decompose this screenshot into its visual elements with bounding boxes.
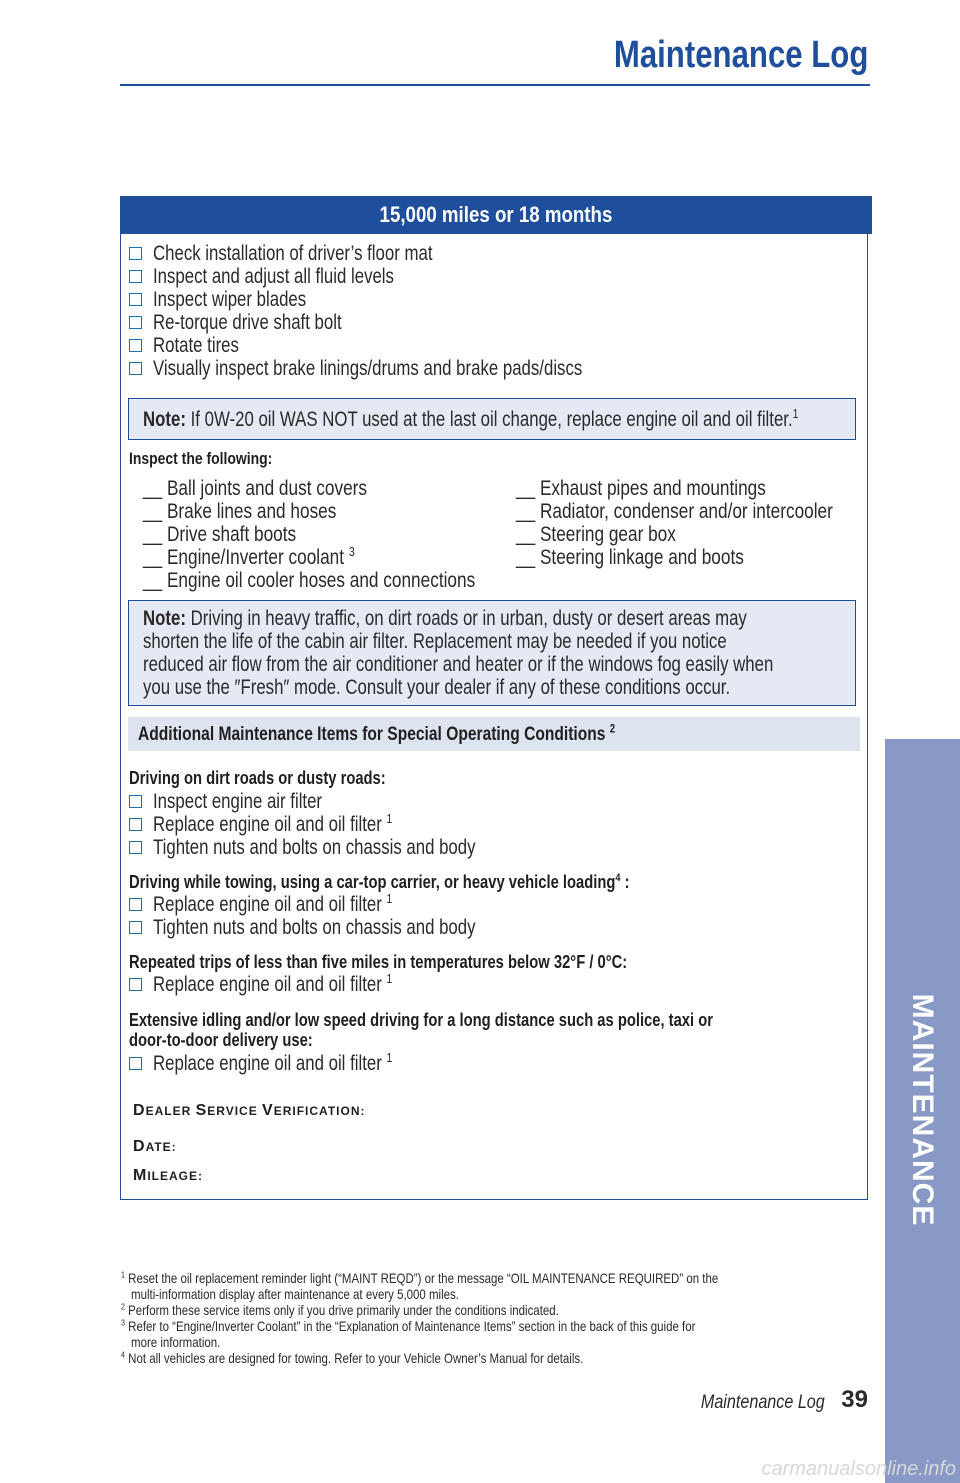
special-conditions-bar: Additional Maintenance Items for Special Operating Conditions $^2$: [128, 717, 860, 751]
checkbox-icon[interactable]: [129, 270, 142, 283]
watermark: carmanualsonline.info: [761, 1458, 956, 1480]
header-rule: [120, 84, 870, 86]
checkbox-icon[interactable]: [129, 898, 142, 911]
inspect-item: __ Engine oil cooler hoses and connections: [143, 569, 476, 592]
inspect-heading: Inspect the following:: [129, 449, 273, 468]
inspect-item: __ Drive shaft boots: [143, 523, 297, 546]
section-banner: [120, 196, 872, 234]
checklist-item[interactable]: Inspect and adjust all fluid levels: [129, 265, 454, 288]
footnote-cont: multi-information display after maintenance at every 5,000 miles.: [131, 1286, 459, 1302]
inspect-item: __ Radiator, condenser and/or intercooler: [516, 500, 833, 523]
checkbox-icon[interactable]: [129, 978, 142, 991]
section-title: 15,000 miles or 18 months: [379, 202, 613, 227]
checklist-item[interactable]: Visually inspect brake linings/drums and brake pads/discs: [129, 357, 690, 380]
checkbox-icon[interactable]: [129, 362, 142, 375]
checklist-item[interactable]: Tighten nuts and bolts on chassis and body: [129, 916, 556, 939]
checklist-item[interactable]: Replace engine oil and oil filter $^1$: [129, 1052, 452, 1075]
special-conditions-title: Additional Maintenance Items for Special Operating Conditions: [138, 724, 606, 745]
condition-heading-cont: door-to-door delivery use:: [129, 1030, 313, 1050]
checklist-item[interactable]: Rotate tires: [129, 334, 260, 357]
checklist-item[interactable]: Tighten nuts and bolts on chassis and body: [129, 836, 556, 859]
page-number: 39: [841, 1386, 868, 1413]
page-title: Maintenance Log: [613, 34, 868, 76]
checklist-item[interactable]: Check installation of driver’s floor mat: [129, 242, 502, 265]
side-tab-label: MAINTENANCE: [906, 993, 939, 1227]
checkbox-icon[interactable]: [129, 247, 142, 260]
footnote: $^1$ Reset the oil replacement reminder light (“MAINT REQD”) or the message “OIL MAINTENANCE REQUIRED” on the: [121, 1269, 719, 1286]
condition-heading: Extensive idling and/or low speed driving for a long distance such as police, taxi or: [129, 1010, 713, 1030]
inspect-item: __ Steering gear box: [516, 523, 676, 546]
checklist-item[interactable]: Replace engine oil and oil filter $^1$: [129, 813, 452, 836]
oil-note-box: Note: If 0W-20 oil WAS NOT used at the last oil change, replace engine oil and oil filter.$^1$: [128, 398, 856, 440]
condition-heading: Driving on dirt roads or dusty roads:: [129, 768, 386, 788]
checklist-item[interactable]: Inspect engine air filter: [129, 790, 364, 813]
cabin-filter-note-box: Note: Driving in heavy traffic, on dirt roads or in urban, dusty or desert areas may shorten the life of the cabin air filter. Replacement may be needed if you notice reduced air flow from the air conditioner and heater or if the windows fog easily when you use the ″Fresh″ mode. Consult your dealer if any of these conditions occur.: [128, 600, 856, 706]
checklist-item[interactable]: Replace engine oil and oil filter $^1$: [129, 893, 452, 916]
checkbox-icon[interactable]: [129, 293, 142, 306]
checkbox-icon[interactable]: [129, 841, 142, 854]
note-text: If 0W-20 oil WAS NOT used at the last oil change, replace engine oil and oil filter.: [190, 408, 793, 431]
footnote-cont: more information.: [131, 1334, 221, 1350]
inspect-item: __ Engine/Inverter coolant $^3$: [143, 544, 355, 569]
footnote: $^4$ Not all vehicles are designed for towing. Refer to your Vehicle Owner’s Manual for details.: [121, 1349, 584, 1366]
condition-heading: Driving while towing, using a car-top carrier, or heavy vehicle loading$^4$ :: [129, 872, 630, 892]
inspect-item: __ Ball joints and dust covers: [143, 477, 367, 500]
condition-heading: Repeated trips of less than five miles in temperatures below 32°F / 0°C:: [129, 952, 628, 972]
mileage-field-label: MILEAGE:: [133, 1167, 203, 1184]
checklist-item[interactable]: Replace engine oil and oil filter $^1$: [129, 973, 452, 996]
footer-label: Maintenance Log: [701, 1392, 825, 1413]
note-label: Note:: [143, 408, 186, 431]
checkbox-icon[interactable]: [129, 316, 142, 329]
dealer-service-verification: DEALER SERVICE VERIFICATION:: [133, 1102, 366, 1119]
checkbox-icon[interactable]: [129, 795, 142, 808]
footnote: $^2$ Perform these service items only if you drive primarily under the conditions indicated.: [121, 1301, 559, 1318]
checkbox-icon[interactable]: [129, 818, 142, 831]
date-field-label: DATE:: [133, 1138, 177, 1155]
inspect-item: __ Steering linkage and boots: [516, 546, 744, 569]
inspect-item: __ Exhaust pipes and mountings: [516, 477, 766, 500]
footnote: $^3$ Refer to “Engine/Inverter Coolant” in the “Explanation of Maintenance Items” section in the back of this guide for: [121, 1317, 696, 1334]
checklist-item[interactable]: Inspect wiper blades: [129, 288, 344, 311]
checklist-item[interactable]: Re-torque drive shaft bolt: [129, 311, 389, 334]
checkbox-icon[interactable]: [129, 1057, 142, 1070]
note-label: Note:: [143, 607, 186, 630]
checkbox-icon[interactable]: [129, 339, 142, 352]
checkbox-icon[interactable]: [129, 921, 142, 934]
inspect-item: __ Brake lines and hoses: [143, 500, 337, 523]
